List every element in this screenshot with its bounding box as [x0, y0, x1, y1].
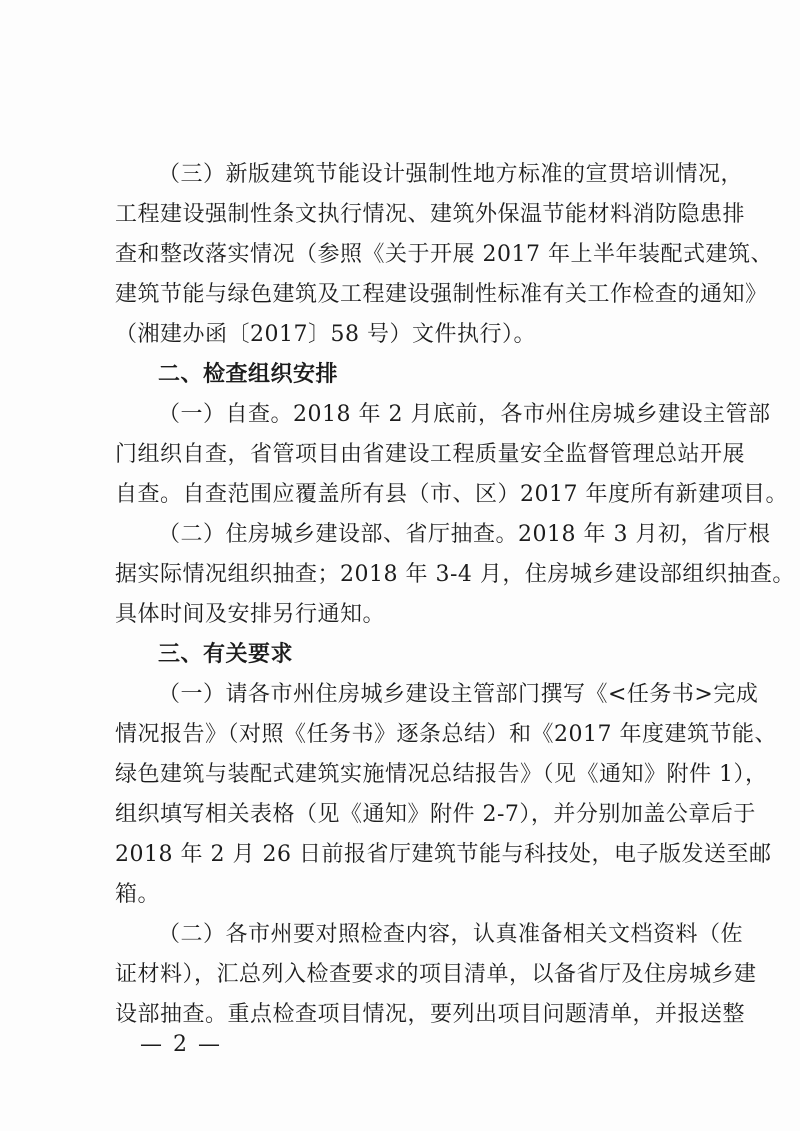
paragraph-line: 据实际情况组织抽查；2018 年 3-4 月，住房城乡建设部组织抽查。 [115, 562, 795, 587]
paragraph-line: 箱。 [115, 882, 161, 907]
paragraph-line: 情况报告》（对照《任务书》逐条总结）和《2017 年度建筑节能、 [115, 722, 777, 747]
paragraph-line: 自查。自查范围应覆盖所有县（市、区）2017 年度所有新建项目。 [115, 482, 788, 507]
paragraph-line: 门组织自查，省管项目由省建设工程质量安全监督管理总站开展 [115, 442, 746, 467]
paragraph-line: （一）请各市州住房城乡建设主管部门撰写《<任务书>完成 [158, 682, 759, 707]
paragraph-line: （二）住房城乡建设部、省厅抽查。2018 年 3 月初，省厅根 [158, 522, 771, 547]
paragraph-line: 工程建设强制性条文执行情况、建筑外保温节能材料消防隐患排 [115, 202, 746, 227]
paragraph-line: 查和整改落实情况（参照《关于开展 2017 年上半年装配式建筑、 [115, 242, 773, 267]
paragraph-line: 证材料），汇总列入检查要求的项目清单，以备省厅及住房城乡建 [115, 962, 757, 987]
paragraph-line: 绿色建筑与装配式建筑实施情况总结报告》（见《通知》附件 1）， [115, 762, 768, 787]
section-heading-requirements: 三、有关要求 [158, 642, 294, 667]
paragraph-line: （一）自查。2018 年 2 月底前，各市州住房城乡建设主管部 [158, 402, 771, 427]
paragraph-line: （二）各市州要对照检查内容，认真准备相关文档资料（佐 [158, 922, 744, 947]
section-heading-arrangement: 二、检查组织安排 [158, 362, 339, 387]
paragraph-line: （湘建办函〔2017〕58 号）文件执行）。 [115, 322, 536, 347]
paragraph-line: 2018 年 2 月 26 日前报省厅建筑节能与科技处，电子版发送至邮 [115, 842, 772, 867]
paragraph-line: 具体时间及安排另行通知。 [115, 602, 386, 627]
page-number: — 2 — [140, 1032, 222, 1057]
paragraph-line: （三）新版建筑节能设计强制性地方标准的宣贯培训情况， [158, 162, 744, 187]
paragraph-line: 组织填写相关表格（见《通知》附件 2-7），并分别加盖公章后于 [115, 802, 756, 827]
paragraph-line: 建筑节能与绿色建筑及工程建设强制性标准有关工作检查的通知》 [115, 282, 768, 307]
paragraph-line: 设部抽查。重点检查项目情况，要列出项目问题清单，并报送整 [115, 1002, 746, 1027]
